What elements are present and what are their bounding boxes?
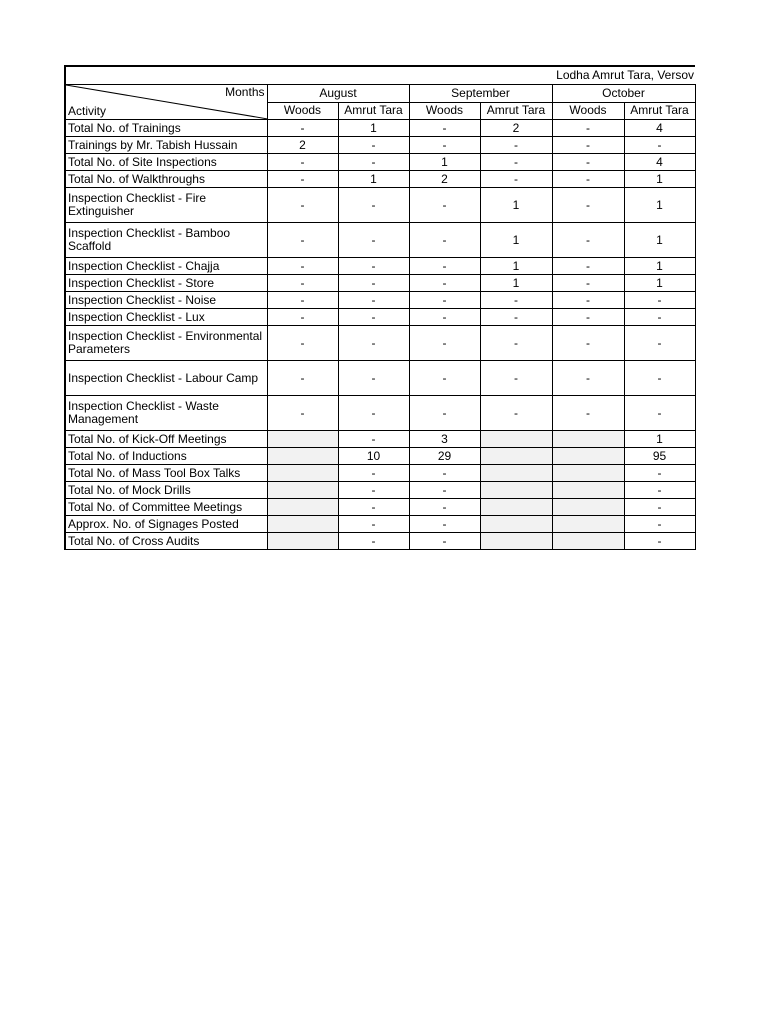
table-row xyxy=(65,326,695,361)
months-activity-corner xyxy=(65,85,267,120)
value-cell-september-amrut-tara: 2 xyxy=(480,120,552,137)
value-cell-september-amrut-tara: - xyxy=(480,361,552,396)
table-row xyxy=(65,171,695,188)
subheader-september-amrut-tara: Amrut Tara xyxy=(480,102,552,120)
value-cell-august-amrut-tara: - xyxy=(338,223,409,258)
value-cell-october-woods xyxy=(552,499,624,516)
table-row xyxy=(65,431,695,448)
value-cell-september-amrut-tara: - xyxy=(480,309,552,326)
value-cell-october-woods: - xyxy=(552,396,624,431)
value-cell-october-woods: - xyxy=(552,188,624,223)
value-cell-september-amrut-tara: - xyxy=(480,171,552,188)
value-cell-august-amrut-tara: - xyxy=(338,465,409,482)
activity-cell: Inspection Checklist - Fire Extinguisher xyxy=(65,188,267,223)
value-cell-october-woods xyxy=(552,448,624,465)
value-cell-october-amrut-tara: - xyxy=(624,465,695,482)
value-cell-september-amrut-tara: - xyxy=(480,292,552,309)
activity-report-table xyxy=(64,65,696,550)
value-cell-september-woods: - xyxy=(409,258,480,275)
value-cell-october-woods xyxy=(552,431,624,448)
value-cell-october-amrut-tara: 1 xyxy=(624,223,695,258)
activity-cell: Total No. of Mock Drills xyxy=(65,482,267,499)
activity-cell: Total No. of Committee Meetings xyxy=(65,499,267,516)
value-cell-august-amrut-tara: - xyxy=(338,431,409,448)
value-cell-september-amrut-tara: - xyxy=(480,396,552,431)
value-cell-october-amrut-tara: 1 xyxy=(624,188,695,223)
table-row xyxy=(65,309,695,326)
activity-cell: Inspection Checklist - Bamboo Scaffold xyxy=(65,223,267,258)
table-row xyxy=(65,396,695,431)
table-row xyxy=(65,137,695,154)
value-cell-september-amrut-tara xyxy=(480,499,552,516)
value-cell-october-amrut-tara: 4 xyxy=(624,120,695,137)
table-row xyxy=(65,120,695,137)
value-cell-august-woods xyxy=(267,448,338,465)
value-cell-october-woods: - xyxy=(552,292,624,309)
value-cell-september-amrut-tara xyxy=(480,516,552,533)
value-cell-october-woods xyxy=(552,465,624,482)
value-cell-october-woods: - xyxy=(552,361,624,396)
value-cell-august-woods: - xyxy=(267,223,338,258)
value-cell-october-amrut-tara: - xyxy=(624,533,695,550)
value-cell-september-woods: - xyxy=(409,361,480,396)
value-cell-august-amrut-tara: - xyxy=(338,188,409,223)
table-row xyxy=(65,499,695,516)
value-cell-august-woods xyxy=(267,499,338,516)
value-cell-september-amrut-tara xyxy=(480,431,552,448)
value-cell-august-woods: - xyxy=(267,292,338,309)
report-title: Lodha Amrut Tara, Versov xyxy=(65,66,695,85)
value-cell-august-woods: - xyxy=(267,258,338,275)
value-cell-october-woods: - xyxy=(552,275,624,292)
value-cell-september-woods: - xyxy=(409,120,480,137)
value-cell-august-amrut-tara: 1 xyxy=(338,120,409,137)
value-cell-september-amrut-tara xyxy=(480,448,552,465)
value-cell-october-amrut-tara: - xyxy=(624,361,695,396)
value-cell-september-woods: - xyxy=(409,223,480,258)
value-cell-september-woods: 3 xyxy=(409,431,480,448)
value-cell-august-woods: - xyxy=(267,120,338,137)
subheader-august-amrut-tara: Amrut Tara xyxy=(338,102,409,120)
value-cell-september-amrut-tara: 1 xyxy=(480,223,552,258)
value-cell-september-woods: - xyxy=(409,292,480,309)
title-row xyxy=(65,66,695,85)
value-cell-october-woods: - xyxy=(552,326,624,361)
value-cell-august-woods xyxy=(267,516,338,533)
value-cell-september-woods: - xyxy=(409,309,480,326)
value-cell-september-woods: - xyxy=(409,482,480,499)
value-cell-september-amrut-tara xyxy=(480,482,552,499)
value-cell-september-amrut-tara xyxy=(480,465,552,482)
value-cell-august-woods: - xyxy=(267,396,338,431)
value-cell-october-amrut-tara: - xyxy=(624,499,695,516)
value-cell-august-woods: - xyxy=(267,171,338,188)
value-cell-october-woods xyxy=(552,533,624,550)
table-row xyxy=(65,292,695,309)
month-header-row xyxy=(65,85,695,103)
value-cell-september-woods: - xyxy=(409,137,480,154)
value-cell-september-woods: - xyxy=(409,499,480,516)
activity-label: Activity xyxy=(68,104,107,118)
activity-cell: Total No. of Inductions xyxy=(65,448,267,465)
value-cell-september-woods: - xyxy=(409,516,480,533)
table-row xyxy=(65,516,695,533)
activity-cell: Total No. of Site Inspections xyxy=(65,154,267,171)
month-header-august: August xyxy=(267,85,409,103)
activity-cell: Inspection Checklist - Noise xyxy=(65,292,267,309)
value-cell-september-woods: - xyxy=(409,465,480,482)
subheader-september-woods: Woods xyxy=(409,102,480,120)
subheader-august-woods: Woods xyxy=(267,102,338,120)
activity-cell: Total No. of Mass Tool Box Talks xyxy=(65,465,267,482)
value-cell-august-amrut-tara: 1 xyxy=(338,171,409,188)
value-cell-august-amrut-tara: - xyxy=(338,361,409,396)
months-label: Months xyxy=(225,85,265,99)
value-cell-september-woods: - xyxy=(409,533,480,550)
value-cell-august-woods: - xyxy=(267,154,338,171)
value-cell-october-amrut-tara: 95 xyxy=(624,448,695,465)
table-row xyxy=(65,154,695,171)
table-row xyxy=(65,448,695,465)
value-cell-october-amrut-tara: 1 xyxy=(624,258,695,275)
value-cell-october-woods: - xyxy=(552,309,624,326)
value-cell-october-amrut-tara: - xyxy=(624,292,695,309)
activity-cell: Inspection Checklist - Labour Camp xyxy=(65,361,267,396)
value-cell-september-amrut-tara: - xyxy=(480,154,552,171)
value-cell-august-amrut-tara: - xyxy=(338,275,409,292)
value-cell-august-amrut-tara: - xyxy=(338,533,409,550)
activity-cell: Inspection Checklist - Store xyxy=(65,275,267,292)
value-cell-september-woods: - xyxy=(409,188,480,223)
table-row xyxy=(65,275,695,292)
value-cell-october-woods: - xyxy=(552,258,624,275)
value-cell-september-woods: - xyxy=(409,275,480,292)
value-cell-august-amrut-tara: - xyxy=(338,292,409,309)
value-cell-september-amrut-tara: 1 xyxy=(480,258,552,275)
value-cell-august-amrut-tara: - xyxy=(338,258,409,275)
activity-cell: Total No. of Cross Audits xyxy=(65,533,267,550)
table-row xyxy=(65,465,695,482)
value-cell-august-amrut-tara: - xyxy=(338,137,409,154)
value-cell-august-amrut-tara: - xyxy=(338,154,409,171)
value-cell-september-woods: - xyxy=(409,326,480,361)
table-row xyxy=(65,188,695,223)
value-cell-october-woods: - xyxy=(552,171,624,188)
value-cell-october-amrut-tara: - xyxy=(624,309,695,326)
value-cell-october-amrut-tara: 1 xyxy=(624,275,695,292)
value-cell-august-woods xyxy=(267,482,338,499)
activity-cell: Total No. of Walkthroughs xyxy=(65,171,267,188)
table-row xyxy=(65,361,695,396)
value-cell-september-amrut-tara: - xyxy=(480,137,552,154)
value-cell-october-woods: - xyxy=(552,154,624,171)
activity-cell: Inspection Checklist - Waste Management xyxy=(65,396,267,431)
value-cell-september-amrut-tara: 1 xyxy=(480,275,552,292)
table-row xyxy=(65,258,695,275)
activity-cell: Trainings by Mr. Tabish Hussain xyxy=(65,137,267,154)
activity-cell: Inspection Checklist - Chajja xyxy=(65,258,267,275)
value-cell-september-amrut-tara: - xyxy=(480,326,552,361)
value-cell-september-amrut-tara xyxy=(480,533,552,550)
value-cell-august-amrut-tara: - xyxy=(338,499,409,516)
value-cell-october-woods: - xyxy=(552,223,624,258)
value-cell-august-woods: - xyxy=(267,361,338,396)
activity-cell: Total No. of Kick-Off Meetings xyxy=(65,431,267,448)
month-header-october: October xyxy=(552,85,695,103)
value-cell-october-amrut-tara: 1 xyxy=(624,171,695,188)
activity-cell: Inspection Checklist - Lux xyxy=(65,309,267,326)
value-cell-september-woods: 29 xyxy=(409,448,480,465)
value-cell-october-amrut-tara: - xyxy=(624,137,695,154)
value-cell-october-amrut-tara: 4 xyxy=(624,154,695,171)
value-cell-october-woods xyxy=(552,482,624,499)
value-cell-october-amrut-tara: - xyxy=(624,482,695,499)
table-row xyxy=(65,482,695,499)
activity-cell: Total No. of Trainings xyxy=(65,120,267,137)
activity-cell: Approx. No. of Signages Posted xyxy=(65,516,267,533)
value-cell-september-woods: 1 xyxy=(409,154,480,171)
value-cell-august-woods: 2 xyxy=(267,137,338,154)
value-cell-september-woods: 2 xyxy=(409,171,480,188)
activity-cell: Inspection Checklist - Environmental Parameters xyxy=(65,326,267,361)
month-header-september: September xyxy=(409,85,552,103)
table-row xyxy=(65,223,695,258)
value-cell-august-woods xyxy=(267,465,338,482)
value-cell-august-amrut-tara: - xyxy=(338,482,409,499)
value-cell-august-amrut-tara: - xyxy=(338,309,409,326)
value-cell-october-amrut-tara: - xyxy=(624,396,695,431)
value-cell-august-amrut-tara: 10 xyxy=(338,448,409,465)
value-cell-august-amrut-tara: - xyxy=(338,396,409,431)
subheader-october-amrut-tara: Amrut Tara xyxy=(624,102,695,120)
value-cell-september-woods: - xyxy=(409,396,480,431)
value-cell-august-woods xyxy=(267,533,338,550)
value-cell-october-amrut-tara: - xyxy=(624,326,695,361)
value-cell-october-amrut-tara: 1 xyxy=(624,431,695,448)
value-cell-october-amrut-tara: - xyxy=(624,516,695,533)
subheader-october-woods: Woods xyxy=(552,102,624,120)
value-cell-september-amrut-tara: 1 xyxy=(480,188,552,223)
value-cell-august-woods: - xyxy=(267,275,338,292)
value-cell-august-amrut-tara: - xyxy=(338,516,409,533)
value-cell-october-woods xyxy=(552,516,624,533)
value-cell-august-woods: - xyxy=(267,309,338,326)
value-cell-august-woods: - xyxy=(267,188,338,223)
value-cell-august-amrut-tara: - xyxy=(338,326,409,361)
table-row xyxy=(65,533,695,550)
value-cell-august-woods: - xyxy=(267,326,338,361)
value-cell-august-woods xyxy=(267,431,338,448)
value-cell-october-woods: - xyxy=(552,137,624,154)
value-cell-october-woods: - xyxy=(552,120,624,137)
